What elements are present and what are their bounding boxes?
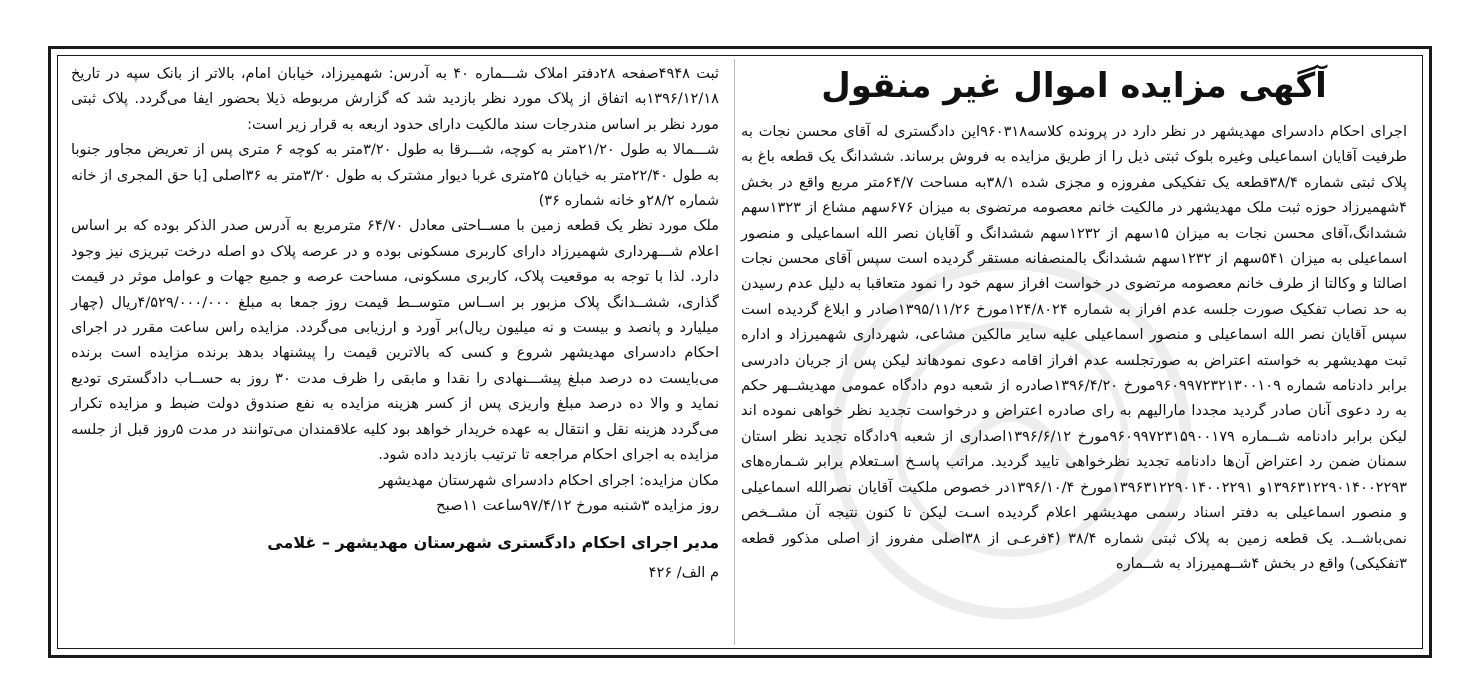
auction-date: روز مزایده ۳شنبه مورخ ۹۷/۴/۱۲ساعت ۱۱صبح [436, 496, 719, 514]
reference-number: م الف/ ۴۲۶ [648, 563, 719, 581]
auction-location: مکان مزایده: اجرای احکام دادسرای شهرستان مهدیشهر [379, 471, 719, 489]
left-paragraph-valuation: ملک مورد نظر یک قطعه زمین با مســاحتی معادل ۶۴/۷۰ مترمربع به آدرس صدر الذکر بوده که بر اساس اعلام شـــهرداری شهمیرزاد دارای کاربری مسکونی بوده و در عرصه پلاک دو اصله درخت تبریزی نیز وجود دارد. لذا با توجه به موقعیت پلاک، کاربری مسکونی، مساحت عرصه و جمیع جهات و عوامل موثر در قیمت گذاری، ششــدانگ پلاک مزبور بر اســاس متوســط قیمت روز جمعا به مبلغ ۴/۵۲۹/۰۰۰/۰۰۰ریال (چهار میلیارد و پانصد و بیست و نه میلیون ریال)بر آورد و ارزیابی می‌گردد. مزایده راس ساعت مقرر در اجرای احکام دادسرای مهدیشهر شروع و کسی که بالاترین قیمت را پیشنهاد بدهد برنده مزایده است برنده می‌بایست ده درصد مبلغ پیشـــنهادی را نقدا و مابقی را ظرف مدت ۳۰ روز به حســاب دادگستری تودیع نماید و والا ده درصد مبلغ واریزی پس از کسر هزینه مزایده به نفع صندوق دولت ضبط و مزایده تکرار می‌گردد هزینه نقل و انتقال به عهده خریدار خواهد بود کلیه علاقمندان می‌توانند در مدت ۵روز قبل از جلسه مزایده به اجرای احکام مراجعه تا ترتیب بازدید داده شود. [71, 217, 720, 464]
notice-title: آگهی مزایده اموال غیر منقول [821, 66, 1327, 106]
signature-line: مدیر اجرای احکام دادگستری شهرستان مهدیشهر – غلامی [267, 533, 719, 553]
right-column [741, 61, 1407, 576]
column-divider [734, 59, 735, 645]
right-paragraph: اجرای احکام دادسرای مهدیشهر در نظر دارد در پرونده کلاسه۹۶۰۳۱۸این دادگستری له آقای محسن نجات به طرفیت آقایان اسماعیلی وغیره بلوک ثبتی ذیل را از طریق مزایده به فروش برساند. ششدانگ یک قطعه باغ به پلاک ثبتی شماره ۳۸/۴قطعه یک تفکیکی مفروزه و مجزی شده ۳۸/۱به مساحت ۶۴/۷متر مربع واقع در بخش ۴شهمیرزاد حوزه ثبت ملک مهدیشهر در مالکیت خانم معصومه مرتضوی به میزان ۶۷۶سهم مشاع از ۱۳۲۳سهم ششدانگ،آقای محسن نجات به میزان ۱۵سهم از ۱۲۳۲سهم ششدانگ و آقایان نصر الله اسماعیلی و منصور اسماعیلی به میزان ۵۴۱سهم از ۱۲۳۲سهم ششدانگ بالمنصفانه مستقر گردیده است سپس آقای محسن نجات اصالتا و وکالتا از طرف خانم معصومه مرتضوی در خواست افراز سهم خود را نمود متعاقبا به دلیل عدم رسیدن به حد نصاب تفکیک صورت جلسه عدم افراز به شماره ۱۲۴/۸۰۲۴مورخ ۱۳۹۵/۱۱/۲۶صادر و ابلاغ گردیده است سپس آقایان نصر الله اسماعیلی و منصور اسماعیلی علیه سایر مالکین مشاعی، شهرداری شهمیرزاد و اداره ثبت مهدیشهر به خواسته اعتراض به صورتجلسه عدم افراز اقامه دعوی نمودهاند لیکن پس از جریان دادرسی برابر دادنامه شماره ۹۶۰۹۹۷۲۳۲۱۳۰۰۱۰۹مورخ ۱۳۹۶/۴/۲۰صادره از شعبه دوم دادگاه عمومی مهدیشــهر حکم به رد دعوی آنان صادر گردید مجددا مارالیهم به رای صادره اعتراض و درخواست تجدید نظر خواهی نموده اند لیکن برابر دادنامه شــماره ۹۶۰۹۹۷۲۳۱۵۹۰۰۱۷۹مورخ ۱۳۹۶/۶/۱۲اصداری از شعبه ۹دادگاه تجدید نظر استان سمنان ضمن رد اعتراض آن‌ها دادنامه تجدید نظرخواهی تایید گردید. مراتب پاسـخ اسـتعلام برابر شـماره‌های ۱۳۹۶۳۱۲۲۹۰۱۴۰۰۲۲۹۳و ۱۳۹۶۳۱۲۲۹۰۱۴۰۰۲۲۹۱مورخ ۱۳۹۶/۱۰/۴در خصوص ملکیت آقایان نصرالله اسماعیلی و منصور اسماعیلی به دفتر اسناد رسمی مهدیشهر اعلام گردیده اسـت لیکن تا کنون نتیجه آن مشــخص نمی‌باشــد. یک قطعه زمین به پلاک ثبتی شماره ۳۸/۴ (۴فرعـی از ۳۸اصلی مفروز از اصلی مذکور قطعه ۳تفکیکی) واقع در بخش ۴شــهمیرزاد به شــماره [741, 123, 1408, 572]
left-paragraph-registration: ثبت ۴۹۴۸صفحه ۲۸دفتر املاک شـــماره ۴۰ به آدرس: شهمیرزاد، خیابان امام، بالاتر از بانک سپه در تاریخ ۱۳۹۶/۱۲/۱۸به اتفاق از پلاک مورد نظر بازدید شد که گزارش مربوطه ذیلا بحضور ایفا می‌گردد. پلاک ثبتی مورد نظر بر اساس مندرجات سند مالکیت دارای حدود اربعه به قرار زیر است: [71, 65, 719, 133]
notice-frame [48, 46, 1432, 658]
left-column [71, 61, 719, 585]
left-paragraph-boundaries: شـــمالا به طول ۲۱/۲۰متر به کوچه، شـــرقا به طول ۳/۲۰متر به کوچه ۶ متری پس از تعریض مجاور جنوبا به طول ۲۲/۴۰متر به خیابان ۲۵متری غربا دیوار مشترک به طول ۳/۲۰متر به ۳۶اصلی [با حق المجری از خانه شماره ۲۸/۲و خانه شماره ۳۶) [71, 141, 719, 210]
